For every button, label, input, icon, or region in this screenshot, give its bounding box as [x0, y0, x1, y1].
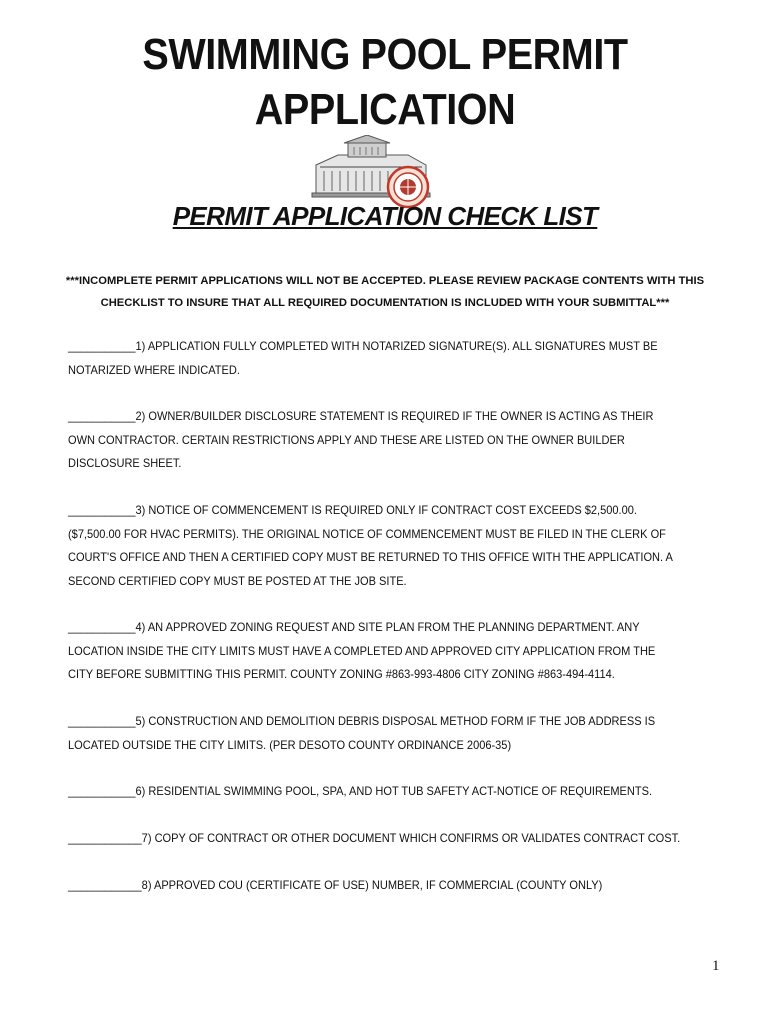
item-line: DISCLOSURE SHEET.	[68, 456, 182, 470]
page-number: 1	[712, 958, 720, 974]
item-line: ___________2) OWNER/BUILDER DISCLOSURE STATEMENT IS REQUIRED IF THE OWNER IS ACTING AS THEIR	[68, 409, 654, 423]
checklist-item-7	[68, 827, 684, 851]
incomplete-warning	[30, 270, 740, 314]
item-line: LOCATION INSIDE THE CITY LIMITS MUST HAVE A COMPLETED AND APPROVED CITY APPLICATION FROM THE	[68, 643, 656, 658]
checklist-item-4	[68, 616, 684, 687]
item-line: ___________5) CONSTRUCTION AND DEMOLITION DEBRIS DISPOSAL METHOD FORM IF THE JOB ADDRESS IS	[68, 714, 656, 728]
item-line: SECOND CERTIFIED COPY MUST BE POSTED AT THE JOB SITE.	[68, 573, 407, 588]
checklist-item-8	[68, 874, 684, 898]
checklist-item-5	[68, 710, 684, 757]
title-line: SWIMMING POOL PERMIT	[142, 30, 628, 79]
item-line: ____________8) APPROVED COU (CERTIFICATE OF USE) NUMBER, IF COMMERCIAL (COUNTY ONLY)	[68, 878, 603, 892]
item-line: NOTARIZED WHERE INDICATED.	[68, 362, 240, 377]
warning-line: ***INCOMPLETE PERMIT APPLICATIONS WILL NOT BE ACCEPTED. PLEASE REVIEW PACKAGE CONTENTS WITH THIS	[65, 275, 705, 287]
item-line: COURT'S OFFICE AND THEN A CERTIFIED COPY MUST BE RETURNED TO THIS OFFICE WITH THE APPLICATION. A	[68, 550, 673, 564]
title-line: APPLICATION	[254, 85, 516, 134]
checklist-item-1	[68, 335, 684, 382]
item-line: CITY BEFORE SUBMITTING THIS PERMIT. COUNTY ZONING #863-993-4806 CITY ZONING #863-494-4114.	[68, 667, 615, 681]
item-line: ____________7) COPY OF CONTRACT OR OTHER DOCUMENT WHICH CONFIRMS OR VALIDATES CONTRACT COST.	[68, 831, 681, 845]
item-line: ___________3) NOTICE OF COMMENCEMENT IS REQUIRED ONLY IF CONTRACT COST EXCEEDS $2,500.00.	[68, 503, 637, 517]
item-line: OWN CONTRACTOR. CERTAIN RESTRICTIONS APPLY AND THESE ARE LISTED ON THE OWNER BUILDER	[68, 432, 625, 447]
checklist-heading: PERMIT APPLICATION CHECK LIST	[172, 201, 598, 231]
item-line: ($7,500.00 FOR HVAC PERMITS). THE ORIGINAL NOTICE OF COMMENCEMENT MUST BE FILED IN THE CLERK OF	[68, 526, 666, 541]
item-line: LOCATED OUTSIDE THE CITY LIMITS. (PER DESOTO COUNTY ORDINANCE 2006-35)	[68, 737, 512, 752]
item-line: ___________6) RESIDENTIAL SWIMMING POOL, SPA, AND HOT TUB SAFETY ACT-NOTICE OF REQUIREMENTS.	[68, 784, 653, 798]
page-title	[75, 27, 696, 137]
checklist-item-3	[68, 499, 684, 593]
item-line: ___________4) AN APPROVED ZONING REQUEST AND SITE PLAN FROM THE PLANNING DEPARTMENT. ANY	[68, 620, 640, 634]
item-line: ___________1) APPLICATION FULLY COMPLETED WITH NOTARIZED SIGNATURE(S). ALL SIGNATURES MUST BE	[68, 339, 658, 353]
checklist-item-6	[68, 780, 684, 804]
checklist-item-2	[68, 405, 684, 476]
warning-line: CHECKLIST TO INSURE THAT ALL REQUIRED DOCUMENTATION IS INCLUDED WITH YOUR SUBMITTAL***	[100, 297, 670, 309]
